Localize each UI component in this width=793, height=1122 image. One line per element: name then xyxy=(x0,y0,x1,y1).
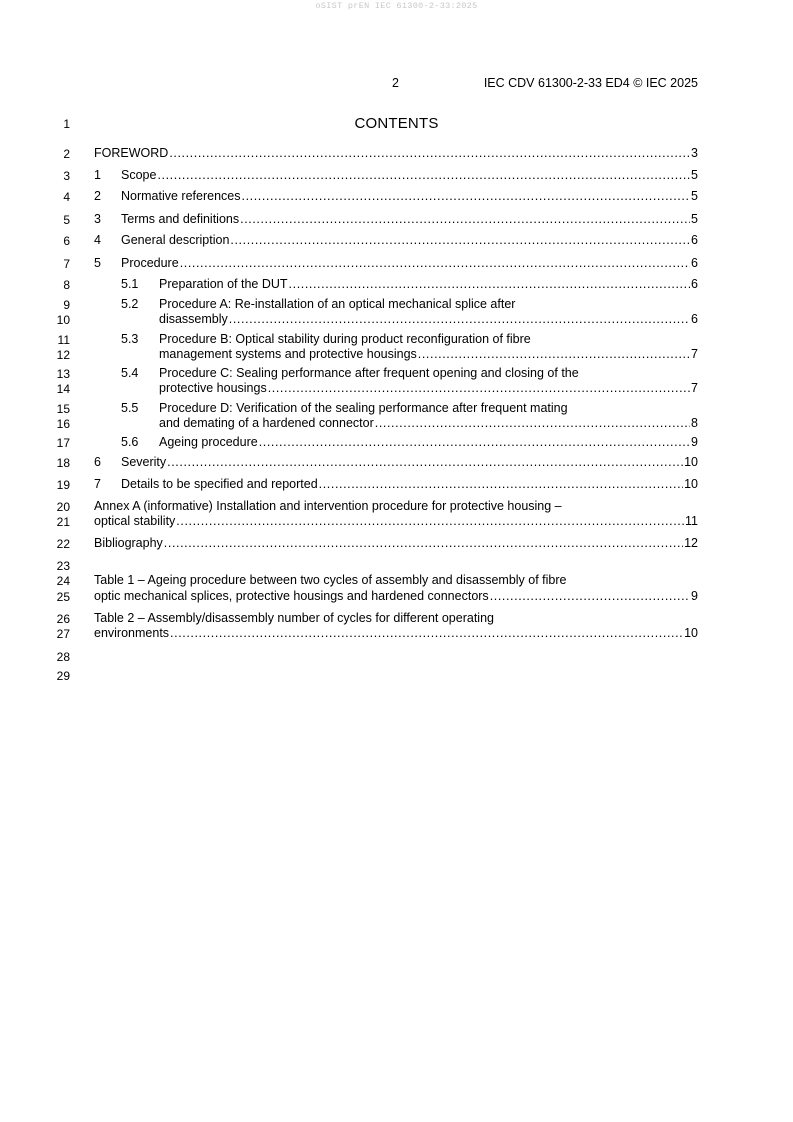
section-number: 3 xyxy=(94,212,101,226)
toc-page-number: 7 xyxy=(691,347,698,361)
toc-entry-text: protective housings xyxy=(159,381,267,395)
line-number: 25 xyxy=(56,590,70,604)
leader-dots xyxy=(259,435,690,450)
toc-page-number: 9 xyxy=(691,435,698,449)
section-number: 5.5 xyxy=(121,401,139,415)
toc-entry-text-line1[interactable]: Procedure C: Sealing performance after frequent opening and closing of the xyxy=(159,366,579,380)
leader-dots xyxy=(490,589,690,604)
toc-entry-preparation-of-dut[interactable] xyxy=(121,277,698,292)
leader-dots xyxy=(169,146,690,161)
section-number: 4 xyxy=(94,233,101,247)
line-number: 1 xyxy=(63,117,70,131)
toc-entry-bibliography[interactable] xyxy=(94,536,698,551)
toc-page-number: 8 xyxy=(691,416,698,430)
line-number: 22 xyxy=(56,537,70,551)
line-number: 13 xyxy=(56,367,70,381)
toc-entry-annex-a[interactable] xyxy=(94,514,698,529)
page-number: 2 xyxy=(392,76,399,90)
leader-dots xyxy=(164,536,683,551)
toc-entry-general-description[interactable] xyxy=(94,233,698,248)
line-number: 18 xyxy=(56,456,70,470)
toc-page-number: 10 xyxy=(684,455,698,469)
toc-entry-ageing-procedure[interactable] xyxy=(121,435,698,450)
toc-entry-text: Normative references xyxy=(121,189,241,203)
toc-entry-procedure-d[interactable] xyxy=(159,416,698,431)
watermark: oSIST prEN IEC 61300-2-33:2025 xyxy=(315,1,478,11)
line-number: 4 xyxy=(63,190,70,204)
leader-dots xyxy=(230,233,690,248)
toc-page-number: 6 xyxy=(691,312,698,326)
toc-entry-text: Ageing procedure xyxy=(159,435,258,449)
toc-page-number: 12 xyxy=(684,536,698,550)
toc-entry-details-to-be-specified[interactable] xyxy=(94,477,698,492)
toc-entry-text: FOREWORD xyxy=(94,146,169,160)
line-number: 26 xyxy=(56,612,70,626)
toc-entry-text-line1[interactable]: Table 2 – Assembly/disassembly number of cycles for different operating xyxy=(94,611,494,625)
toc-entry-text-line1[interactable]: Annex A (informative) Installation and intervention procedure for protective housing – xyxy=(94,499,562,513)
page-header xyxy=(0,76,793,92)
section-number: 5.4 xyxy=(121,366,139,380)
toc-entry-normative-references[interactable] xyxy=(94,189,698,204)
toc-page-number: 9 xyxy=(691,589,698,603)
section-number: 5.2 xyxy=(121,297,139,311)
section-number: 5.1 xyxy=(121,277,139,291)
toc-entry-text-line1[interactable]: Procedure D: Verification of the sealing performance after frequent mating xyxy=(159,401,568,415)
line-number: 29 xyxy=(56,669,70,683)
line-number: 19 xyxy=(56,478,70,492)
toc-entry-foreword[interactable] xyxy=(94,146,698,161)
line-number: 14 xyxy=(56,382,70,396)
section-number: 6 xyxy=(94,455,101,469)
toc-page-number: 11 xyxy=(685,514,698,528)
leader-dots xyxy=(167,455,683,470)
toc-entry-text-line1[interactable]: Procedure A: Re-installation of an optical mechanical splice after xyxy=(159,297,516,311)
toc-entry-table-1[interactable] xyxy=(94,589,698,604)
leader-dots xyxy=(418,347,690,362)
line-number: 3 xyxy=(63,169,70,183)
toc-entry-severity[interactable] xyxy=(94,455,698,470)
toc-page-number: 5 xyxy=(691,212,698,226)
line-number: 17 xyxy=(56,436,70,450)
line-number: 21 xyxy=(56,515,70,529)
toc-entry-text: disassembly xyxy=(159,312,228,326)
toc-page-number: 6 xyxy=(691,277,698,291)
line-number: 2 xyxy=(63,147,70,161)
line-number: 10 xyxy=(56,313,70,327)
section-number: 2 xyxy=(94,189,101,203)
section-number: 5.3 xyxy=(121,332,139,346)
leader-dots xyxy=(157,168,690,183)
leader-dots xyxy=(268,381,690,396)
toc-entry-procedure-a[interactable] xyxy=(159,312,698,327)
section-number: 5.6 xyxy=(121,435,139,449)
toc-entry-text: optic mechanical splices, protective housings and hardened connectors xyxy=(94,589,489,603)
leader-dots xyxy=(242,189,691,204)
toc-entry-text: management systems and protective housings xyxy=(159,347,417,361)
line-number: 23 xyxy=(56,559,70,573)
toc-entry-terms-and-definitions[interactable] xyxy=(94,212,698,227)
line-number: 15 xyxy=(56,402,70,416)
toc-entry-text: Details to be specified and reported xyxy=(121,477,318,491)
toc-entry-text: Scope xyxy=(121,168,157,182)
toc-entry-text: General description xyxy=(121,233,230,247)
toc-page-number: 5 xyxy=(691,168,698,182)
toc-entry-scope[interactable] xyxy=(94,168,698,183)
section-number: 7 xyxy=(94,477,101,491)
toc-page-number: 3 xyxy=(691,146,698,160)
line-number: 7 xyxy=(63,257,70,271)
toc-page-number: 6 xyxy=(691,256,698,270)
line-number: 5 xyxy=(63,213,70,227)
toc-page-number: 10 xyxy=(684,626,698,640)
section-number: 1 xyxy=(94,168,101,182)
page-title: CONTENTS xyxy=(354,115,439,132)
toc-entry-text: Severity xyxy=(121,455,167,469)
section-number: 5 xyxy=(94,256,101,270)
toc-entry-text-line1[interactable]: Table 1 – Ageing procedure between two cycles of assembly and disassembly of fibre xyxy=(94,573,567,587)
toc-page-number: 7 xyxy=(691,381,698,395)
toc-entry-text: Preparation of the DUT xyxy=(159,277,288,291)
toc-entry-procedure-b[interactable] xyxy=(159,347,698,362)
line-number: 12 xyxy=(56,348,70,362)
toc-entry-procedure[interactable] xyxy=(94,256,698,271)
leader-dots xyxy=(289,277,691,292)
line-number: 11 xyxy=(57,333,70,347)
leader-dots xyxy=(170,626,683,641)
toc-entry-text-line1[interactable]: Procedure B: Optical stability during product reconfiguration of fibre xyxy=(159,332,531,346)
toc-entry-text: Procedure xyxy=(121,256,179,270)
document-reference: IEC CDV 61300-2-33 ED4 © IEC 2025 xyxy=(483,76,698,90)
toc-entry-text: environments xyxy=(94,626,170,640)
toc-entry-text: Bibliography xyxy=(94,536,163,550)
toc-entry-table-2[interactable] xyxy=(94,626,698,641)
line-number: 24 xyxy=(56,574,70,588)
toc-entry-text: optical stability xyxy=(94,514,176,528)
line-number: 8 xyxy=(63,278,70,292)
toc-page-number: 5 xyxy=(691,189,698,203)
line-number: 28 xyxy=(56,650,70,664)
line-number: 20 xyxy=(56,500,70,514)
leader-dots xyxy=(375,416,690,431)
line-number: 16 xyxy=(56,417,70,431)
toc-entry-text: Terms and definitions xyxy=(121,212,240,226)
leader-dots xyxy=(240,212,690,227)
leader-dots xyxy=(319,477,683,492)
line-number: 9 xyxy=(63,298,70,312)
line-number: 27 xyxy=(56,627,70,641)
toc-entry-text: and demating of a hardened connector xyxy=(159,416,374,430)
toc-entry-procedure-c[interactable] xyxy=(159,381,698,396)
line-number: 6 xyxy=(63,234,70,248)
leader-dots xyxy=(176,514,684,529)
toc-page-number: 6 xyxy=(691,233,698,247)
leader-dots xyxy=(180,256,690,271)
leader-dots xyxy=(229,312,690,327)
toc-page-number: 10 xyxy=(684,477,698,491)
